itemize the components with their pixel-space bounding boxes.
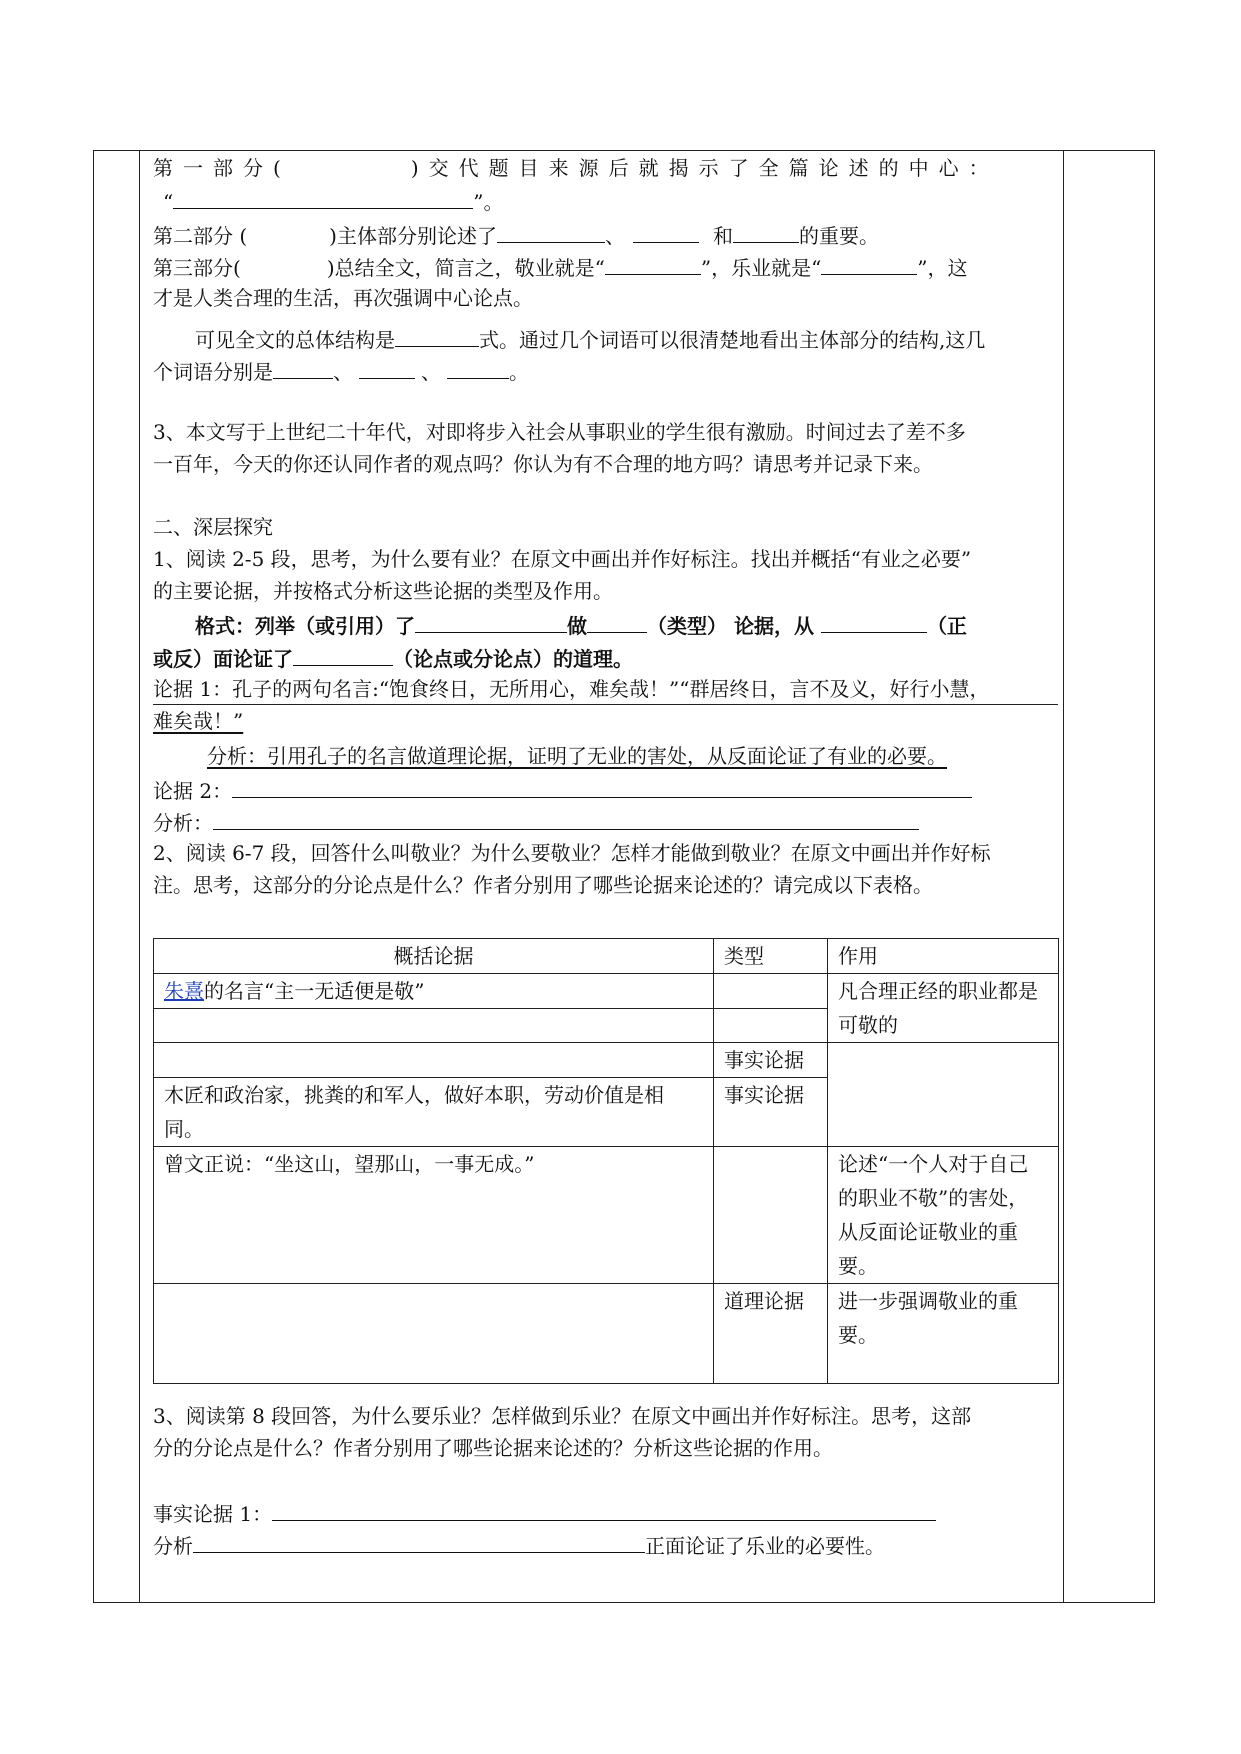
- part2-blank-3[interactable]: [733, 218, 799, 243]
- part3-text-3: ”，这: [917, 256, 968, 280]
- part3-text: )总结全文，简言之，敬业就是“: [326, 256, 605, 280]
- separator: 、: [421, 360, 441, 384]
- type-cell: 事实论据: [714, 1043, 828, 1078]
- part3-blank-2[interactable]: [821, 250, 917, 275]
- section2-q3-line-2: 分的分论点是什么？作者分别用了哪些论据来论述的？分析这些论据的作用。: [153, 1436, 833, 1460]
- part1-text: )交代题目来源后就揭示了全篇论述的中心：: [410, 156, 999, 180]
- table-row: [154, 1043, 1059, 1078]
- format-line-2: [153, 641, 633, 675]
- evidence-cell[interactable]: [154, 1009, 714, 1043]
- part3-text-2: ”，乐业就是“: [700, 256, 822, 280]
- type-cell[interactable]: [714, 1009, 828, 1043]
- effect-cell: 凡合理正经的职业都是可敬的: [828, 974, 1059, 1043]
- evidence-1-line-1: [153, 673, 990, 705]
- part1-center-blank[interactable]: [173, 184, 473, 209]
- header-type: 类型: [714, 939, 828, 974]
- evidence-table: [153, 938, 1059, 1384]
- structure-line-2: [153, 354, 529, 388]
- part1-line: [153, 152, 1058, 184]
- part2-blank-2[interactable]: [633, 218, 699, 243]
- analysis-3-tail: 正面论证了乐业的必要性。: [645, 1534, 885, 1558]
- format-text-4: （正: [926, 614, 967, 638]
- analysis-2-line: [153, 805, 919, 839]
- evidence-1-line-2: 难矣哉！”: [153, 709, 244, 733]
- section2-q2-line-2: 注。思考，这部分的分论点是什么？作者分别用了哪些论据来论述的？请完成以下表格。: [153, 873, 933, 897]
- separator: 、: [604, 224, 625, 248]
- type-cell[interactable]: [714, 974, 828, 1009]
- effect-cell: 进一步强调敬业的重要。: [828, 1284, 1059, 1384]
- part2-blank-1[interactable]: [497, 218, 605, 243]
- zhuxi-link[interactable]: 朱熹: [164, 979, 204, 1003]
- open-quote: “: [163, 190, 174, 214]
- type-cell: 事实论据: [714, 1078, 828, 1147]
- analysis-1-text: 分析：引用孔子的名言做道理论据，证明了无业的害处，从反面论证了有业的必要。: [207, 744, 947, 768]
- evidence-text: 的名言“主一无适便是敬”: [204, 979, 425, 1003]
- left-column-divider: [139, 150, 140, 1603]
- evidence-1-text: 论据 1：孔子的两句名言:“饱食终日，无所用心，难矣哉！”“群居终日，言不及义，好行小慧，: [153, 677, 990, 701]
- analysis-3-label: 分析: [153, 1534, 193, 1558]
- evidence-2-label: 论据 2：: [153, 779, 233, 803]
- question-3-line-1: 3、本文写于上世纪二十年代，对即将步入社会从事职业的学生很有激励。时间过去了差不多: [153, 420, 966, 444]
- effect-cell[interactable]: [828, 1043, 1059, 1147]
- part2-label: 第二部分 (: [153, 224, 248, 248]
- effect-cell: 论述“一个人对于自己的职业不敬”的害处，从反面论证敬业的重要。: [828, 1147, 1059, 1284]
- fact-evidence-blank[interactable]: [272, 1496, 936, 1521]
- evidence-1-underline: [153, 704, 1058, 705]
- part2-tail: 的重要。: [798, 224, 879, 248]
- section2-q1-line-2: 的主要论据，并按格式分析这些论据的类型及作用。: [153, 579, 613, 603]
- word-blank-1[interactable]: [273, 354, 333, 379]
- question-3-line-2: 一百年，今天的你还认同作者的观点吗？你认为有不合理的地方吗？请思考并记录下来。: [153, 452, 933, 476]
- section-2-heading: 二、深层探究: [153, 515, 273, 539]
- structure-text-2: 式。通过几个词语可以很清楚地看出主体部分的结构,这几: [479, 328, 986, 352]
- evidence-cell: 曾文正说：“坐这山，望那山，一事无成。”: [154, 1147, 714, 1284]
- evidence-cell: [154, 974, 714, 1009]
- part2-text: )主体部分别论述了: [329, 224, 497, 248]
- part3-blank-1[interactable]: [605, 250, 701, 275]
- fact-evidence-label: 事实论据 1：: [153, 1502, 273, 1526]
- word-blank-2[interactable]: [359, 354, 415, 379]
- period: 。: [509, 360, 529, 384]
- evidence-2-line: [153, 773, 972, 807]
- structure-text: 可见全文的总体结构是: [195, 328, 395, 352]
- evidence-2-blank[interactable]: [232, 773, 972, 798]
- analysis-3-blank[interactable]: [193, 1528, 645, 1553]
- part3-continued: 才是人类合理的生活，再次强调中心论点。: [153, 286, 533, 310]
- analysis-3-line: [153, 1528, 885, 1562]
- section2-q1-line-1: 1、阅读 2-5 段，思考，为什么要有业？在原文中画出并作好标注。找出并概括“有业之必要”: [153, 547, 972, 571]
- structure-line: [153, 322, 985, 356]
- format-text-5: 或反）面论证了: [153, 647, 293, 671]
- right-column-divider: [1063, 150, 1064, 1603]
- header-effect: 作用: [828, 939, 1059, 974]
- analysis-1-line: [153, 740, 947, 772]
- word-blank-3[interactable]: [447, 354, 509, 379]
- part3-label: 第三部分(: [153, 256, 241, 280]
- format-blank-3[interactable]: [821, 608, 927, 633]
- format-text-2: 做: [567, 614, 587, 638]
- format-blank-4[interactable]: [293, 641, 393, 666]
- and-word: 和: [712, 224, 733, 248]
- header-evidence: 概括论据: [154, 939, 714, 974]
- part1-label: 第一部分(: [153, 156, 291, 180]
- table-row: [154, 1284, 1059, 1384]
- separator: 、: [333, 360, 353, 384]
- format-text: 格式：列举（或引用）了: [195, 614, 415, 638]
- structure-blank[interactable]: [395, 322, 479, 347]
- close-quote: ”。: [473, 190, 504, 214]
- table-header-row: [154, 939, 1059, 974]
- format-blank-2[interactable]: [587, 608, 647, 633]
- part3-line: [153, 250, 1058, 284]
- part1-blank-line: [153, 184, 503, 218]
- table-row: [154, 974, 1059, 1009]
- format-line-1: [153, 608, 967, 642]
- structure-text-3: 个词语分别是: [153, 360, 273, 384]
- section2-q2-line-1: 2、阅读 6-7 段，回答什么叫敬业？为什么要敬业？怎样才能做到敬业？在原文中画出并作好标: [153, 841, 991, 865]
- type-cell: 道理论据: [714, 1284, 828, 1384]
- section2-q3-line-1: 3、阅读第 8 段回答，为什么要乐业？怎样做到乐业？在原文中画出并作好标注。思考，这部: [153, 1404, 972, 1428]
- table-row: [154, 1147, 1059, 1284]
- part2-line: [153, 218, 879, 252]
- fact-evidence-line: [153, 1496, 936, 1530]
- format-text-3: （类型） 论据，从: [647, 614, 821, 638]
- format-blank-1[interactable]: [415, 608, 567, 633]
- analysis-2-blank[interactable]: [213, 805, 919, 830]
- evidence-cell[interactable]: [154, 1284, 714, 1384]
- format-text-6: （论点或分论点）的道理。: [393, 647, 633, 671]
- type-cell[interactable]: [714, 1147, 828, 1284]
- evidence-cell[interactable]: [154, 1043, 714, 1078]
- analysis-2-label: 分析：: [153, 811, 213, 835]
- evidence-cell: 木匠和政治家，挑粪的和军人，做好本职，劳动价值是相同。: [154, 1078, 714, 1147]
